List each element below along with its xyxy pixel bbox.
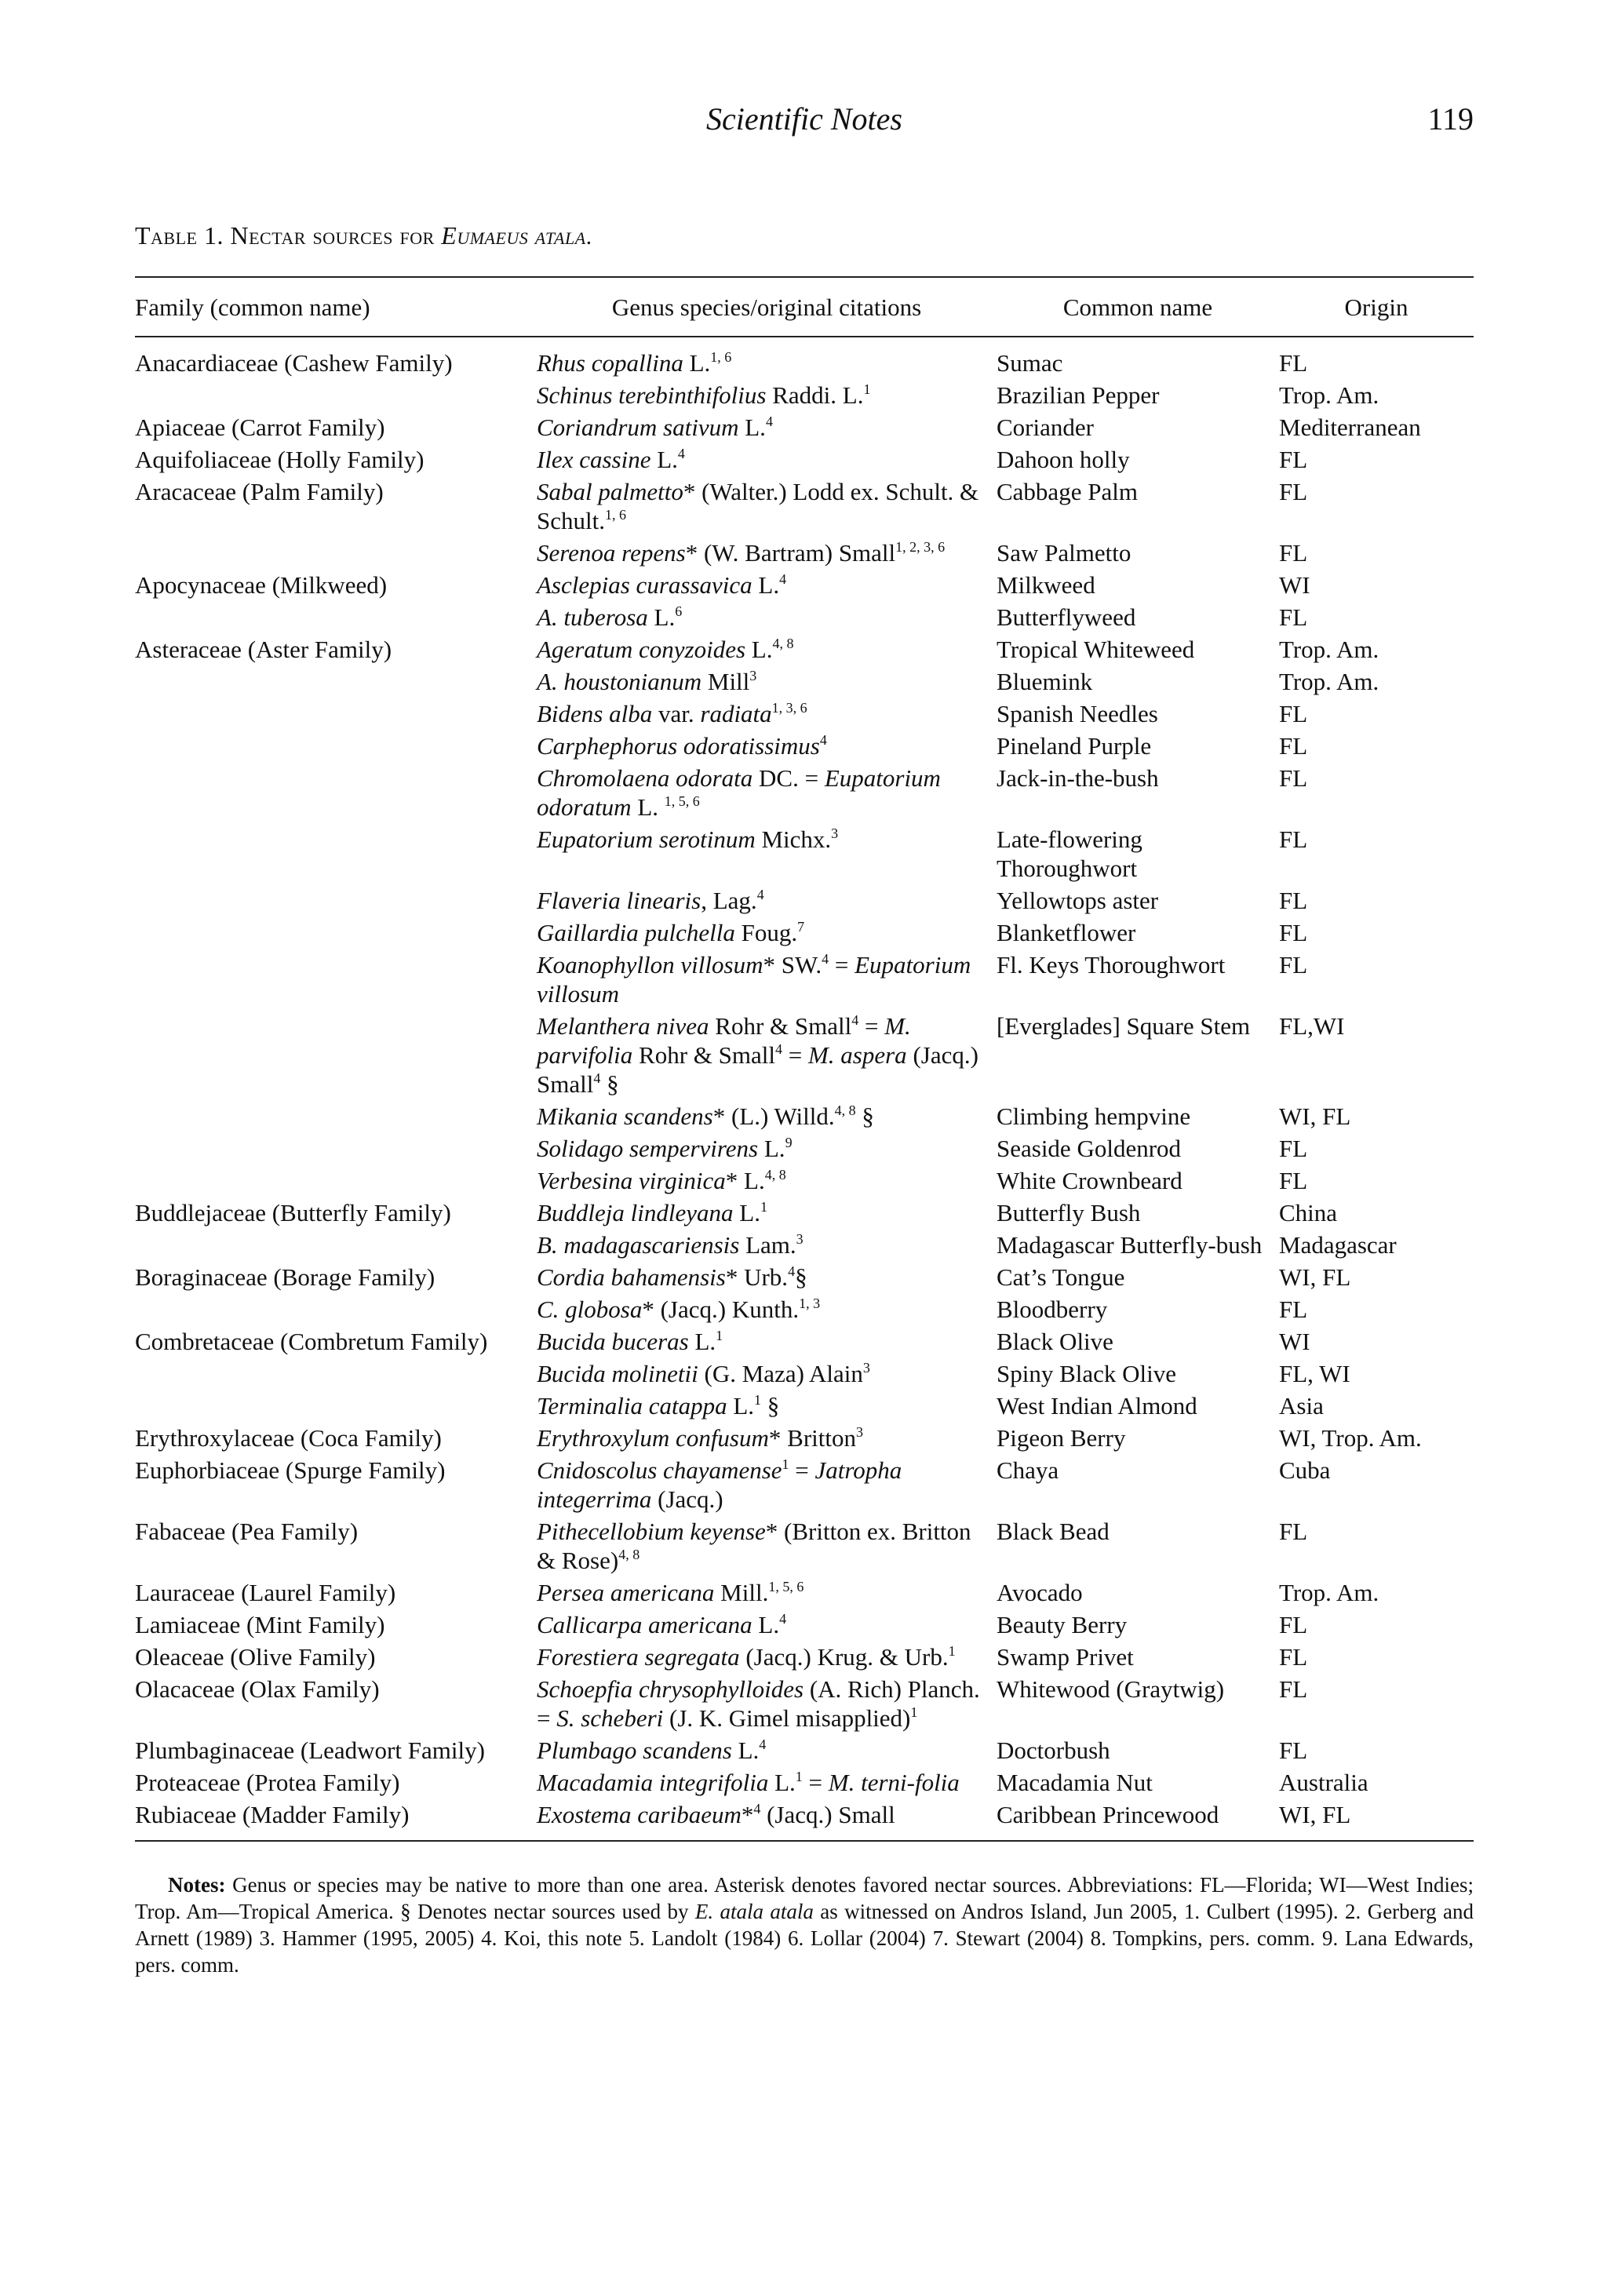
column-header-origin: Origin [1344, 293, 1408, 321]
table-row [135, 1391, 1474, 1423]
cell-family [135, 1102, 537, 1134]
cell-common-name: Pigeon Berry [997, 1424, 1126, 1452]
cell-family [135, 603, 537, 635]
cell-family: Anacardiaceae (Cashew Family) [135, 349, 453, 377]
cell-origin: FL [1279, 1296, 1308, 1323]
cell-origin: FL [1279, 700, 1308, 727]
table-row [135, 381, 1474, 413]
cell-species: Ilex cassine L.$^4$ [537, 446, 685, 473]
cell-common-name: Butterflyweed [997, 603, 1136, 631]
cell-family: Plumbaginaceae (Leadwort Family) [135, 1737, 485, 1764]
table-row [135, 603, 1474, 635]
nectar-sources-table [135, 278, 1474, 1832]
cell-origin: Trop. Am. [1279, 668, 1379, 695]
cell-family: Aracaceae (Palm Family) [135, 478, 384, 505]
cell-common-name: Caribbean Princewood [997, 1801, 1219, 1828]
cell-species: Melanthera nivea Rohr & Small$^4$ = M. parvifolia Rohr & Small$^4$ = M. aspera (Jacq.) Small$^4$ § [537, 1012, 978, 1098]
cell-family: Boraginaceae (Borage Family) [135, 1263, 435, 1291]
cell-common-name: Spiny Black Olive [997, 1360, 1177, 1387]
cell-origin: FL [1279, 603, 1308, 631]
cell-origin: Australia [1279, 1769, 1368, 1796]
cell-family: Combretaceae (Combretum Family) [135, 1328, 488, 1355]
notes-text: Genus or species may be native to more than one area. Asterisk denotes favored nectar sources. Abbreviations: FL—Florida; WI—West Indies; Trop. Am—Tropical America. § Denotes nectar sources used by E. atala atala as witnessed on Andros Island, Jun 2005, 1. Culbert (1995). 2. Gerberg and Arnett (1989) 3. Hammer (1995, 2005) 4. Koi, this note 5. Landolt (1984) 6. Lollar (2004) 7. Stewart (2004) 8. Tompkins, pers. comm. 9. Lana Edwards, pers. comm. [135, 1873, 1474, 1977]
cell-common-name: Yellowtops aster [997, 887, 1159, 914]
cell-family: Lauraceae (Laurel Family) [135, 1579, 396, 1606]
cell-common-name: Chaya [997, 1456, 1059, 1484]
caption-lead: Table 1. Nectar sources for [135, 221, 442, 250]
table-row [135, 1517, 1474, 1578]
table-row [135, 413, 1474, 445]
cell-species: Gaillardia pulchella Foug.$^7$ [537, 919, 805, 946]
cell-common-name: Madagascar Butterfly-bush [997, 1231, 1263, 1259]
table-row [135, 477, 1474, 538]
notes-label: Notes: [168, 1873, 226, 1897]
cell-species: Erythroxylum confusum* Britton$^3$ [537, 1424, 863, 1452]
cell-common-name: Blanketflower [997, 919, 1136, 946]
cell-species: Terminalia catappa L.$^1$ § [537, 1392, 780, 1420]
table-row [135, 1456, 1474, 1517]
table-body [135, 336, 1474, 1832]
table-caption [135, 221, 592, 250]
cell-species: Plumbago scandens L.$^4$ [537, 1737, 767, 1764]
cell-origin: Trop. Am. [1279, 1579, 1379, 1606]
cell-origin: WI, FL [1279, 1263, 1351, 1291]
cell-family: Oleaceae (Olive Family) [135, 1643, 376, 1671]
cell-species: Cordia bahamensis* Urb.$^4$§ [537, 1263, 807, 1291]
table-row [135, 1295, 1474, 1327]
table-row [135, 1578, 1474, 1610]
cell-family: Buddlejaceae (Butterfly Family) [135, 1199, 451, 1226]
cell-common-name: White Crownbeard [997, 1167, 1182, 1194]
table-row [135, 699, 1474, 731]
cell-species: Bidens alba var. radiata$^{1, 3, 6}$ [537, 700, 807, 727]
table-row [135, 825, 1474, 886]
cell-common-name: Late-flowering Thoroughwort [997, 825, 1142, 882]
cell-origin: Trop. Am. [1279, 636, 1379, 663]
column-header-species: Genus species/original citations [611, 293, 922, 321]
column-header-common-name: Common name [1062, 293, 1213, 321]
cell-common-name: Fl. Keys Thoroughwort [997, 951, 1226, 979]
cell-species: Sabal palmetto* (Walter.) Lodd ex. Schult. & Schult.$^{1, 6}$ [537, 478, 979, 534]
cell-species: Bucida molinetii (G. Maza) Alain$^3$ [537, 1360, 870, 1387]
cell-origin: WI, FL [1279, 1102, 1351, 1130]
cell-origin: WI, Trop. Am. [1279, 1424, 1422, 1452]
cell-family [135, 1391, 537, 1423]
cell-species: Coriandrum sativum L.$^4$ [537, 414, 773, 441]
cell-family: Apocynaceae (Milkweed) [135, 571, 388, 599]
running-title: Scientific Notes [706, 101, 902, 137]
cell-family [135, 667, 537, 699]
table-row [135, 886, 1474, 918]
cell-origin: Asia [1279, 1392, 1324, 1420]
cell-origin: WI [1279, 571, 1310, 599]
cell-common-name: Black Bead [997, 1518, 1110, 1545]
cell-family: Fabaceae (Pea Family) [135, 1518, 359, 1545]
cell-species: Pithecellobium keyense* (Britton ex. Britton & Rose)$^{4, 8}$ [537, 1518, 971, 1574]
table-row [135, 1011, 1474, 1102]
column-header-family: Family (common name) [135, 293, 370, 321]
cell-family [135, 764, 537, 825]
cell-origin: FL [1279, 1611, 1308, 1638]
cell-common-name: Beauty Berry [997, 1611, 1128, 1638]
table-row [135, 667, 1474, 699]
cell-origin: FL [1279, 764, 1308, 792]
cell-common-name: Seaside Goldenrod [997, 1135, 1182, 1162]
cell-family: Aquifoliaceae (Holly Family) [135, 446, 425, 473]
cell-common-name: Bluemink [997, 668, 1093, 695]
table-row [135, 1198, 1474, 1230]
cell-family [135, 886, 537, 918]
cell-common-name: Cat’s Tongue [997, 1263, 1125, 1291]
cell-species: Ageratum conyzoides L.$^{4, 8}$ [537, 636, 794, 663]
table-row [135, 445, 1474, 477]
cell-species: Schinus terebinthifolius Raddi. L.$^1$ [537, 381, 871, 409]
cell-origin: FL [1279, 887, 1308, 914]
cell-species: Koanophyllon villosum* SW.$^4$ = Eupatorium villosum [537, 951, 971, 1008]
cell-species: Macadamia integrifolia L.$^1$ = M. terni-folia [537, 1769, 960, 1796]
table-row [135, 1423, 1474, 1456]
cell-common-name: Macadamia Nut [997, 1769, 1153, 1796]
cell-family [135, 1230, 537, 1263]
cell-origin: FL [1279, 1518, 1308, 1545]
cell-family [135, 1134, 537, 1166]
cell-common-name: Dahoon holly [997, 446, 1130, 473]
cell-species: Persea americana Mill.$^{1, 5, 6}$ [537, 1579, 804, 1606]
cell-common-name: Cabbage Palm [997, 478, 1138, 505]
cell-family: Asteraceae (Aster Family) [135, 636, 392, 663]
cell-common-name: Jack-in-the-bush [997, 764, 1159, 792]
cell-family [135, 699, 537, 731]
cell-family [135, 381, 537, 413]
cell-species: Chromolaena odorata DC. = Eupatorium odoratum L. $^{1, 5, 6}$ [537, 764, 941, 821]
table-row [135, 1230, 1474, 1263]
cell-family [135, 538, 537, 570]
cell-species: B. madagascariensis Lam.$^3$ [537, 1231, 804, 1259]
cell-origin: Trop. Am. [1279, 381, 1379, 409]
cell-common-name: Pineland Purple [997, 732, 1152, 760]
cell-species: Buddleja lindleyana L.$^1$ [537, 1199, 767, 1226]
cell-species: C. globosa* (Jacq.) Kunth.$^{1, 3}$ [537, 1296, 821, 1323]
cell-family: Erythroxylaceae (Coca Family) [135, 1424, 442, 1452]
cell-family [135, 918, 537, 950]
cell-species: A. tuberosa L.$^6$ [537, 603, 683, 631]
table-row [135, 336, 1474, 381]
table-row [135, 1675, 1474, 1736]
cell-origin: FL,WI [1279, 1012, 1345, 1040]
cell-species: Eupatorium serotinum Michx.$^3$ [537, 825, 839, 853]
cell-common-name: West Indian Almond [997, 1392, 1197, 1420]
cell-family [135, 731, 537, 764]
cell-species: Mikania scandens* (L.) Willd.$^{4, 8}$ § [537, 1102, 874, 1130]
cell-origin: FL, WI [1279, 1360, 1350, 1387]
table-header-row [135, 278, 1474, 336]
cell-origin: FL [1279, 539, 1308, 567]
table-row [135, 1800, 1474, 1832]
cell-origin: FL [1279, 1643, 1308, 1671]
table-row [135, 1166, 1474, 1198]
cell-common-name: Bloodberry [997, 1296, 1108, 1323]
table-row [135, 635, 1474, 667]
cell-common-name: Tropical Whiteweed [997, 636, 1195, 663]
table-row [135, 918, 1474, 950]
table-row [135, 1359, 1474, 1391]
cell-family: Rubiaceae (Madder Family) [135, 1801, 410, 1828]
cell-family: Apiaceae (Carrot Family) [135, 414, 385, 441]
cell-species: Carphephorus odoratissimus$^4$ [537, 732, 827, 760]
cell-family [135, 1295, 537, 1327]
table-row [135, 538, 1474, 570]
cell-species: Exostema caribaeum*$^4$ (Jacq.) Small [537, 1801, 895, 1828]
caption-species: Eumaeus atala [441, 221, 586, 250]
cell-family: Proteaceae (Protea Family) [135, 1769, 400, 1796]
cell-family [135, 1359, 537, 1391]
table-row [135, 1736, 1474, 1768]
cell-species: Serenoa repens* (W. Bartram) Small$^{1, 2, 3, 6}$ [537, 539, 946, 567]
cell-family [135, 825, 537, 886]
caption-end: . [585, 224, 592, 250]
table-row [135, 731, 1474, 764]
cell-origin: WI [1279, 1328, 1310, 1355]
cell-family [135, 950, 537, 1011]
cell-common-name: Brazilian Pepper [997, 381, 1160, 409]
cell-origin: FL [1279, 919, 1308, 946]
cell-species: Rhus copallina L.$^{1, 6}$ [537, 349, 732, 377]
page-number: 119 [1427, 101, 1474, 137]
cell-species: Verbesina virginica* L.$^{4, 8}$ [537, 1167, 786, 1194]
cell-origin: FL [1279, 1135, 1308, 1162]
cell-species: Solidago sempervirens L.$^9$ [537, 1135, 793, 1162]
cell-origin: Mediterranean [1279, 414, 1421, 441]
cell-common-name: Whitewood (Graytwig) [997, 1675, 1225, 1703]
cell-species: Flaveria linearis, Lag.$^4$ [537, 887, 764, 914]
cell-common-name: Black Olive [997, 1328, 1113, 1355]
cell-species: Schoepfia chrysophylloides (A. Rich) Planch. = S. scheberi (J. K. Gimel misapplied)$^1$ [537, 1675, 980, 1732]
cell-common-name: Milkweed [997, 571, 1095, 599]
cell-family: Olacaceae (Olax Family) [135, 1675, 380, 1703]
cell-origin: Cuba [1279, 1456, 1331, 1484]
cell-origin: Madagascar [1279, 1231, 1397, 1259]
table-row [135, 1102, 1474, 1134]
cell-common-name: Butterfly Bush [997, 1199, 1141, 1226]
cell-species: Callicarpa americana L.$^4$ [537, 1611, 787, 1638]
table-row [135, 1642, 1474, 1675]
cell-common-name: Swamp Privet [997, 1643, 1134, 1671]
table-bottom-rule [135, 1840, 1474, 1842]
cell-origin: FL [1279, 478, 1308, 505]
cell-family: Lamiaceae (Mint Family) [135, 1611, 385, 1638]
cell-family [135, 1166, 537, 1198]
cell-species: Forestiera segregata (Jacq.) Krug. & Urb.$^1$ [537, 1643, 956, 1671]
table-row [135, 764, 1474, 825]
table-row [135, 1263, 1474, 1295]
cell-family: Euphorbiaceae (Spurge Family) [135, 1456, 446, 1484]
table-row [135, 1768, 1474, 1800]
cell-origin: FL [1279, 732, 1308, 760]
cell-species: Cnidoscolus chayamense$^1$ = Jatropha integerrima (Jacq.) [537, 1456, 902, 1513]
running-head [135, 100, 1474, 148]
cell-origin: FL [1279, 1737, 1308, 1764]
cell-origin: WI, FL [1279, 1801, 1351, 1828]
table-row [135, 950, 1474, 1011]
cell-common-name: [Everglades] Square Stem [997, 1012, 1251, 1040]
cell-origin: FL [1279, 1675, 1308, 1703]
cell-species: A. houstonianum Mill$^3$ [537, 668, 757, 695]
cell-origin: FL [1279, 446, 1308, 473]
cell-common-name: Spanish Needles [997, 700, 1158, 727]
cell-common-name: Climbing hempvine [997, 1102, 1191, 1130]
table-row [135, 1327, 1474, 1359]
cell-species: Bucida buceras L.$^1$ [537, 1328, 723, 1355]
cell-family [135, 1011, 537, 1102]
cell-common-name: Saw Palmetto [997, 539, 1131, 567]
cell-species: Asclepias curassavica L.$^4$ [537, 571, 787, 599]
table-notes [135, 1871, 1474, 1978]
cell-origin: FL [1279, 349, 1308, 377]
cell-origin: FL [1279, 825, 1308, 853]
table-row [135, 1610, 1474, 1642]
cell-common-name: Coriander [997, 414, 1094, 441]
table-row [135, 1134, 1474, 1166]
cell-common-name: Doctorbush [997, 1737, 1110, 1764]
cell-origin: China [1279, 1199, 1338, 1226]
cell-origin: FL [1279, 1167, 1308, 1194]
cell-origin: FL [1279, 951, 1308, 979]
cell-common-name: Sumac [997, 349, 1063, 377]
cell-common-name: Avocado [997, 1579, 1083, 1606]
table-row [135, 570, 1474, 603]
